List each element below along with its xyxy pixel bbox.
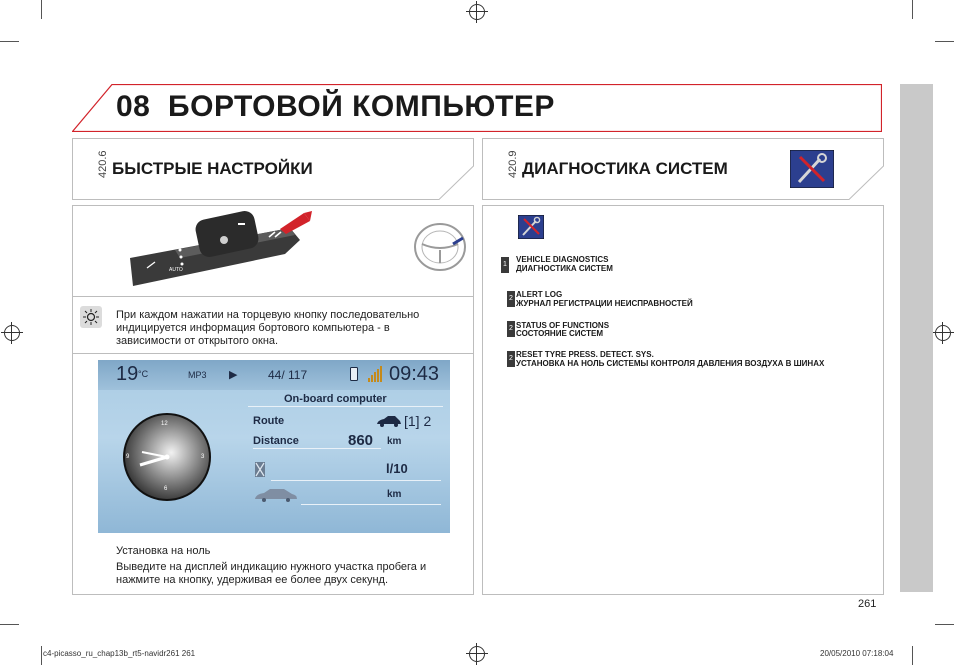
distance-unit: km — [387, 436, 402, 447]
clock-time: 09:43 — [389, 363, 440, 385]
car-icon — [376, 415, 402, 427]
clock-number-9: 9 — [126, 454, 130, 460]
section-title: БЫСТРЫЕ НАСТРОЙКИ — [112, 159, 313, 178]
play-icon: ▶ — [229, 369, 238, 381]
route-label: Route — [253, 415, 285, 427]
info-line: индицируется информация бортового компьютера - в — [116, 322, 390, 334]
track-number: 44/ 117 — [268, 368, 308, 382]
menu-item-ru: СОСТОЯНИЕ СИСТЕМ — [516, 329, 604, 338]
menu-item-ru: УСТАНОВКА НА НОЛЬ СИСТЕМЫ КОНТРОЛЯ ДАВЛЕНИЯ ВОЗДУХА В ШИНАХ — [516, 359, 825, 368]
display-divider — [271, 480, 441, 481]
crop-mark — [912, 646, 913, 665]
crop-mark — [935, 41, 954, 42]
section-code: 420.6 — [97, 150, 109, 178]
menu-item-ru: ДИАГНОСТИКА СИСТЕМ — [516, 264, 613, 273]
temperature-unit: °C — [138, 369, 149, 379]
crop-mark — [0, 41, 19, 42]
press-arrow-icon — [278, 211, 312, 235]
footer-file: c4-picasso_ru_chap13b_rt5-navidr261 261 — [43, 649, 196, 658]
crop-mark — [935, 624, 954, 625]
display-divider — [301, 504, 441, 505]
steering-wheel-icon — [413, 222, 467, 272]
reset-title: Установка на ноль — [116, 545, 211, 557]
footer-date: 20/05/2010 07:18:04 — [820, 649, 894, 658]
menu-item-en: STATUS OF FUNCTIONS — [516, 321, 610, 330]
menu-level-badge: 2 — [507, 351, 515, 367]
section-code: 420.9 — [507, 150, 519, 178]
fuel-pump-icon — [254, 460, 268, 478]
reset-line: Выведите на дисплей индикацию нужного участка пробега и — [116, 561, 427, 573]
consumption-unit: l/10 — [386, 461, 408, 476]
crop-mark — [41, 646, 42, 665]
distance-value: 860 — [348, 432, 374, 449]
info-text — [116, 309, 466, 348]
page-number: 261 — [858, 598, 877, 610]
crop-mark — [41, 0, 42, 19]
route-number: [1] 2 — [404, 413, 432, 429]
menu-level-badge: 2 — [507, 291, 515, 307]
diagnostics-small-icon — [518, 215, 544, 239]
menu-item-en: RESET TYRE PRESS. DETECT. SYS. — [516, 350, 654, 359]
chapter-number: 08 — [116, 90, 151, 123]
chapter-name: БОРТОВОЙ КОМПЬЮТЕР — [168, 90, 555, 123]
clock-number-12: 12 — [161, 421, 168, 427]
display-divider — [248, 406, 443, 407]
info-line: зависимости от открытого окна. — [116, 335, 279, 347]
clock-number-3: 3 — [201, 454, 205, 460]
registration-mark-icon — [469, 646, 485, 662]
info-light-icon — [80, 306, 102, 328]
range-unit: km — [387, 489, 402, 500]
chapter-title — [116, 90, 555, 124]
stalk-label: AUTO — [169, 267, 183, 273]
clock-number-6: 6 — [164, 486, 168, 492]
reset-line: нажмите на кнопку, удерживая ее более двух секунд. — [116, 574, 389, 586]
registration-mark-icon — [935, 325, 951, 341]
signal-strength-icon — [368, 366, 384, 382]
chapter-side-tab — [900, 84, 933, 592]
distance-label: Distance — [253, 435, 299, 447]
crop-mark — [912, 0, 913, 19]
reset-text — [116, 561, 466, 587]
phone-icon — [350, 367, 358, 381]
menu-level-badge: 1 — [501, 257, 509, 273]
audio-source: MP3 — [188, 370, 207, 380]
car-range-icon — [254, 488, 298, 502]
onboard-display-screen — [98, 360, 450, 533]
diagnostics-icon — [790, 150, 834, 188]
registration-mark-icon — [469, 4, 485, 20]
section-title: ДИАГНОСТИКА СИСТЕМ — [522, 159, 728, 178]
menu-level-badge: 2 — [507, 321, 515, 337]
menu-item-ru: ЖУРНАЛ РЕГИСТРАЦИИ НЕИСПРАВНОСТЕЙ — [516, 299, 693, 308]
info-line: При каждом нажатии на торцевую кнопку последовательно — [116, 309, 420, 321]
display-title: On-board computer — [284, 393, 387, 405]
menu-item-en: VEHICLE DIAGNOSTICS — [516, 255, 609, 264]
crop-mark — [0, 624, 19, 625]
registration-mark-icon — [4, 325, 20, 341]
menu-item-en: ALERT LOG — [516, 290, 563, 299]
temperature: 19 — [116, 363, 139, 385]
